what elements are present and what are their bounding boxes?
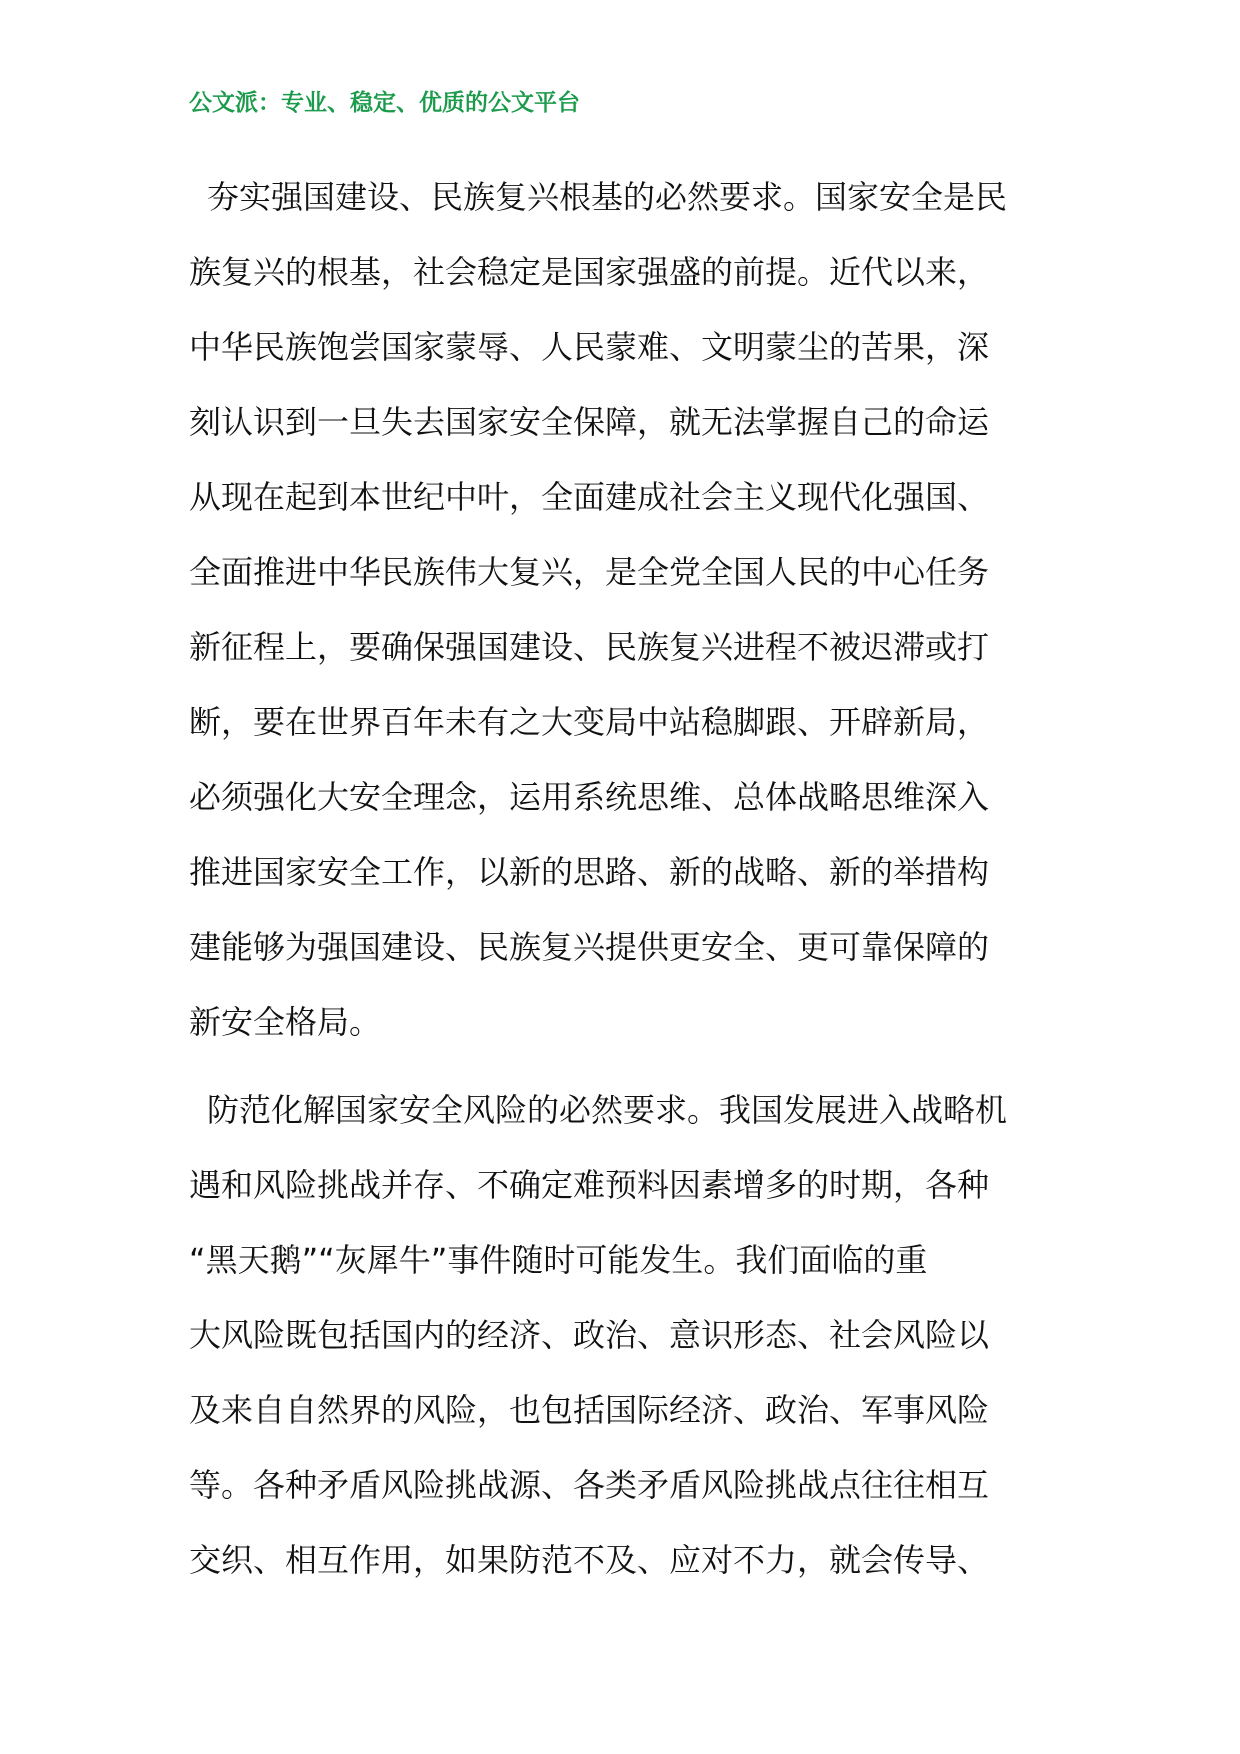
paragraph-line: 断，要在世界百年未有之大变局中站稳脚跟、开辟新局， [189,703,990,741]
paragraph-line: 必须强化大安全理念，运用系统思维、总体战略思维深入 [189,778,990,816]
paragraph-line: 中华民族饱尝国家蒙辱、人民蒙难、文明蒙尘的苦果，深 [189,328,990,366]
paragraph-line: 及来自自然界的风险，也包括国际经济、政治、军事风险 [189,1391,990,1429]
paragraph-line: 夯实强国建设、民族复兴根基的必然要求。国家安全是民 [207,178,1008,216]
paragraph-line: 推进国家安全工作，以新的思路、新的战略、新的举措构 [189,853,990,891]
paragraph-line: “黑天鹅”“灰犀牛”事件随时可能发生。我们面临的重 [189,1241,928,1279]
paragraph-line: 新征程上，要确保强国建设、民族复兴进程不被迟滞或打 [189,628,990,666]
paragraph-line: 防范化解国家安全风险的必然要求。我国发展进入战略机 [207,1091,1008,1129]
paragraph-line: 大风险既包括国内的经济、政治、意识形态、社会风险以 [189,1316,990,1354]
paragraph-line: 全面推进中华民族伟大复兴，是全党全国人民的中心任务 [189,553,990,591]
paragraph-line: 建能够为强国建设、民族复兴提供更安全、更可靠保障的 [189,928,990,966]
paragraph-line: 遇和风险挑战并存、不确定难预料因素增多的时期，各种 [189,1166,990,1204]
paragraph-line: 族复兴的根基，社会稳定是国家强盛的前提。近代以来， [189,253,990,291]
paragraph-line: 刻认识到一旦失去国家安全保障，就无法掌握自己的命运 [189,403,990,441]
header-title: 公文派：专业、稳定、优质的公文平台 [189,89,580,116]
paragraph-2 [189,1073,1059,1598]
paragraph-line: 等。各种矛盾风险挑战源、各类矛盾风险挑战点往往相互 [189,1466,990,1504]
paragraph-line: 从现在起到本世纪中叶，全面建成社会主义现代化强国、 [189,478,990,516]
paragraph-line: 交织、相互作用，如果防范不及、应对不力，就会传导、 [189,1541,990,1579]
paragraph-line: 新安全格局。 [189,1003,382,1041]
paragraph-1 [189,160,1059,1060]
